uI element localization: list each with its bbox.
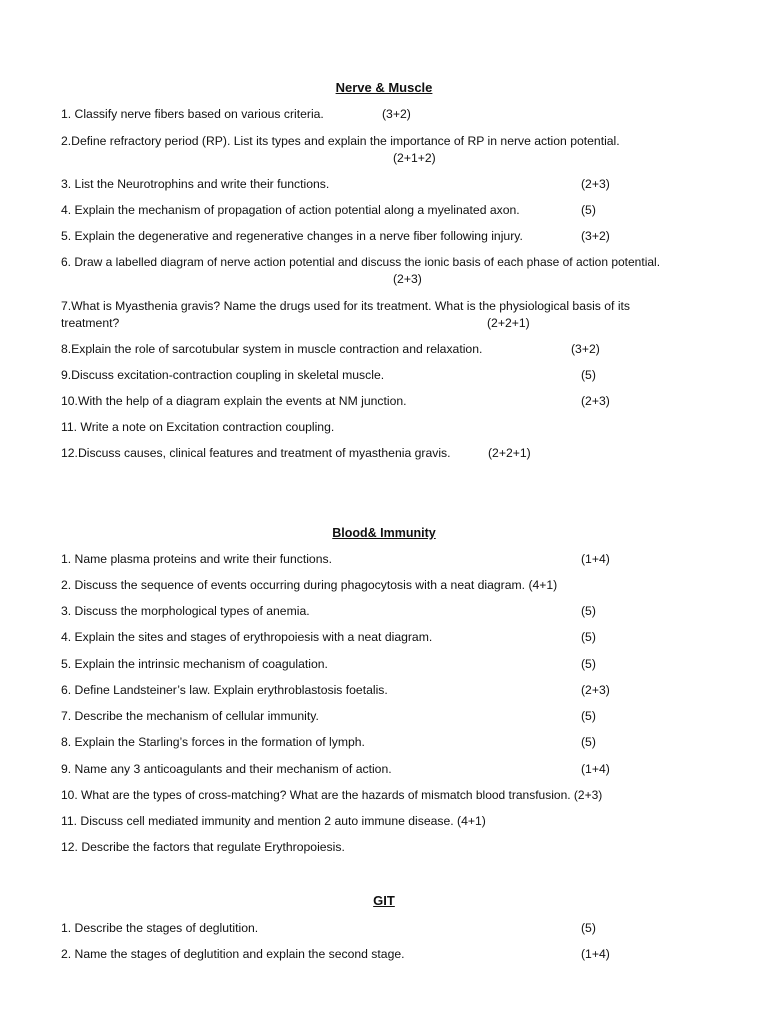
question-text: 12. Describe the factors that regulate Erythropoiesis. — [61, 840, 345, 854]
question-marks: (1+4) — [581, 762, 610, 776]
question-marks: (2+2+1) — [487, 316, 530, 330]
question-marks: (5) — [581, 657, 596, 671]
question-text: 3. Discuss the morphological types of anemia. — [61, 604, 310, 618]
question-text: 10.With the help of a diagram explain the events at NM junction. — [61, 394, 407, 408]
question-marks: (2+1+2) — [393, 151, 436, 165]
question-text: 7. Describe the mechanism of cellular immunity. — [61, 709, 319, 723]
section-heading-git: GIT — [373, 893, 395, 908]
question-marks: (3+2) — [581, 229, 610, 243]
question-text: 11. Write a note on Excitation contraction coupling. — [61, 420, 335, 434]
question-text: 1. Classify nerve fibers based on various criteria. — [61, 107, 324, 121]
question-text: 6. Draw a labelled diagram of nerve action potential and discuss the ionic basis of each phase of action potential. — [61, 255, 661, 269]
question-text: 1. Describe the stages of deglutition. — [61, 921, 259, 935]
question-marks: (2+3) — [581, 394, 610, 408]
question-text: 8. Explain the Starling’s forces in the formation of lymph. — [61, 735, 365, 749]
question-text: 2. Discuss the sequence of events occurring during phagocytosis with a neat diagram. (4+1) — [61, 578, 558, 592]
question-text: 2. Name the stages of deglutition and explain the second stage. — [61, 947, 405, 961]
question-marks: (1+4) — [581, 552, 610, 566]
question-text: 3. List the Neurotrophins and write their functions. — [61, 177, 330, 191]
question-marks: (2+3) — [581, 683, 610, 697]
question-marks: (5) — [581, 709, 596, 723]
question-text: 6. Define Landsteiner’s law. Explain erythroblastosis foetalis. — [61, 683, 388, 697]
question-marks: (2+3) — [581, 177, 610, 191]
question-marks: (5) — [581, 604, 596, 618]
question-text: 5. Explain the degenerative and regenerative changes in a nerve fiber following injury. — [61, 229, 523, 243]
question-marks: (5) — [581, 921, 596, 935]
question-text: 5. Explain the intrinsic mechanism of coagulation. — [61, 657, 328, 671]
question-marks: (5) — [581, 203, 596, 217]
question-marks: (2+3) — [393, 272, 422, 286]
question-text: 4. Explain the mechanism of propagation of action potential along a myelinated axon. — [61, 203, 520, 217]
section-heading-blood-immunity: Blood& Immunity — [332, 526, 436, 540]
section-heading-nerve-muscle: Nerve & Muscle — [335, 80, 433, 95]
question-marks: (5) — [581, 735, 596, 749]
question-text-continued: treatment? — [61, 316, 120, 330]
question-text: 9.Discuss excitation-contraction coupling in skeletal muscle. — [61, 368, 385, 382]
question-marks: (2+2+1) — [488, 446, 531, 460]
question-text: 9. Name any 3 anticoagulants and their mechanism of action. — [61, 762, 392, 776]
question-text: 11. Discuss cell mediated immunity and mention 2 auto immune disease. (4+1) — [61, 814, 486, 828]
question-text: 7.What is Myasthenia gravis? Name the drugs used for its treatment. What is the physiological basis of its — [61, 299, 631, 313]
question-marks: (3+2) — [382, 107, 411, 121]
question-text: 10. What are the types of cross-matching? What are the hazards of mismatch blood transfusion. (2+3) — [61, 788, 603, 802]
question-marks: (5) — [581, 368, 596, 382]
question-marks: (3+2) — [571, 342, 600, 356]
question-text: 1. Name plasma proteins and write their functions. — [61, 552, 332, 566]
question-text: 4. Explain the sites and stages of erythropoiesis with a neat diagram. — [61, 630, 433, 644]
question-text: 12.Discuss causes, clinical features and treatment of myasthenia gravis. — [61, 446, 451, 460]
question-marks: (1+4) — [581, 947, 610, 961]
question-text: 2.Define refractory period (RP). List its types and explain the importance of RP in nerve action potential. — [61, 134, 620, 148]
question-text: 8.Explain the role of sarcotubular system in muscle contraction and relaxation. — [61, 342, 483, 356]
question-marks: (5) — [581, 630, 596, 644]
